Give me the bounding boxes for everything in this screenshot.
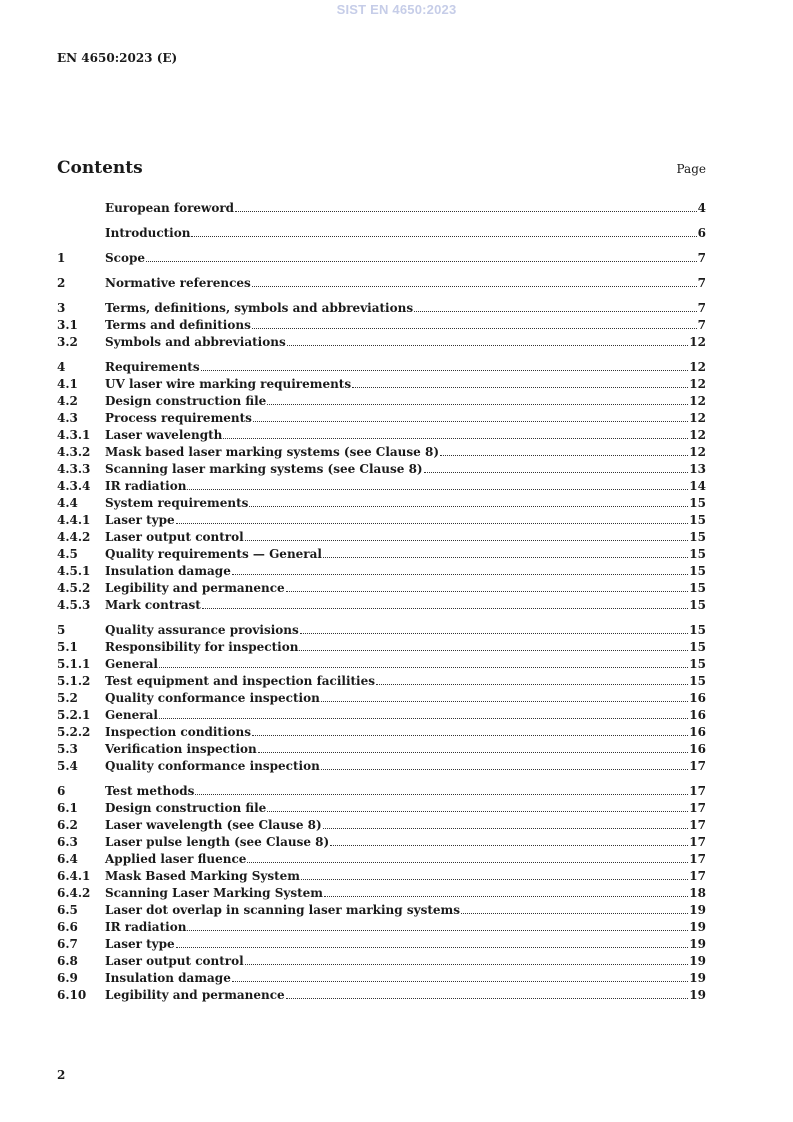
toc-entry-page: 12: [689, 445, 706, 459]
toc-dot-leader: [267, 394, 688, 405]
toc-entry-number: 1: [57, 251, 66, 265]
toc-entry-number: 4.3.1: [57, 428, 91, 442]
toc-entry-number: 4.3: [57, 411, 78, 425]
toc-entry[interactable]: [57, 410, 706, 427]
toc-entry-page: 12: [689, 428, 706, 442]
toc-dot-leader: [352, 377, 688, 388]
toc-entry-page: 15: [689, 674, 706, 688]
toc-entry-page: 13: [689, 462, 706, 476]
toc-dot-leader: [252, 276, 697, 287]
toc-entry-label: Introduction: [105, 226, 191, 240]
toc-entry-label: Mask based laser marking systems (see Clause 8): [105, 445, 439, 459]
toc-entry-page: 19: [689, 903, 706, 917]
toc-entry[interactable]: [57, 690, 706, 707]
toc-entry-number: 4.2: [57, 394, 78, 408]
toc-entry-page: 17: [689, 784, 706, 798]
toc-dot-leader: [324, 886, 688, 897]
toc-entry[interactable]: [57, 953, 706, 970]
toc-dot-leader: [187, 920, 688, 931]
toc-entry[interactable]: [57, 970, 706, 987]
toc-dot-leader: [245, 530, 689, 541]
toc-entry-page: 16: [689, 708, 706, 722]
toc-entry-page: 16: [689, 691, 706, 705]
toc-entry-label: Laser wavelength: [105, 428, 223, 442]
toc-entry-label: Test methods: [105, 784, 195, 798]
toc-entry-number: 4.5.1: [57, 564, 91, 578]
toc-dot-leader: [252, 318, 697, 329]
toc-dot-leader: [247, 852, 688, 863]
toc-entry-page: 19: [689, 920, 706, 934]
toc-entry-page: 17: [689, 818, 706, 832]
toc-entry-page: 12: [689, 394, 706, 408]
toc-entry-label: Laser output control: [105, 954, 244, 968]
toc-dot-leader: [323, 547, 688, 558]
toc-entry-number: 6.10: [57, 988, 87, 1002]
toc-entry[interactable]: [57, 885, 706, 902]
toc-entry-page: 12: [689, 411, 706, 425]
toc-entry-number: 6.9: [57, 971, 78, 985]
toc-entry-page: 17: [689, 759, 706, 773]
toc-entry-page: 19: [689, 954, 706, 968]
toc-entry[interactable]: [57, 580, 706, 597]
toc-entry[interactable]: [57, 478, 706, 495]
toc-entry-label: Symbols and abbreviations: [105, 335, 286, 349]
toc-entry-number: 3.1: [57, 318, 78, 332]
toc-entry-label: Quality conformance inspection: [105, 691, 320, 705]
toc-entry-label: Normative references: [105, 276, 251, 290]
toc-entry-label: UV laser wire marking requirements: [105, 377, 352, 391]
toc-entry-page: 12: [689, 360, 706, 374]
toc-dot-leader: [252, 725, 688, 736]
toc-entry-label: European foreword: [105, 201, 235, 215]
toc-entry-label: Requirements: [105, 360, 200, 374]
toc-entry-label: Terms, definitions, symbols and abbreviations: [105, 301, 414, 315]
toc-entry[interactable]: [57, 639, 706, 656]
toc-entry-label: Design construction file: [105, 801, 267, 815]
toc-entry-number: 5.1: [57, 640, 78, 654]
toc-entry-label: Inspection conditions: [105, 725, 252, 739]
toc-entry-number: 5.3: [57, 742, 78, 756]
toc-dot-leader: [321, 691, 688, 702]
toc-entry-page: 6: [697, 226, 706, 240]
toc-dot-leader: [245, 954, 689, 965]
toc-dot-leader: [321, 759, 688, 770]
toc-dot-leader: [201, 360, 689, 371]
toc-entry-label: Scanning Laser Marking System: [105, 886, 323, 900]
toc-entry[interactable]: [57, 902, 706, 919]
toc-entry[interactable]: [57, 200, 706, 217]
toc-entry-label: Laser type: [105, 513, 175, 527]
toc-entry-label: Laser dot overlap in scanning laser marking systems: [105, 903, 460, 917]
toc-entry-number: 4.3.3: [57, 462, 91, 476]
toc-entry-number: 6.6: [57, 920, 78, 934]
toc-entry-page: 15: [689, 598, 706, 612]
toc-entry-page: 15: [689, 513, 706, 527]
toc-entry[interactable]: [57, 673, 706, 690]
toc-entry-label: Process requirements: [105, 411, 252, 425]
toc-entry[interactable]: [57, 427, 706, 444]
toc-dot-leader: [232, 564, 688, 575]
toc-entry-page: 19: [689, 988, 706, 1002]
toc-entry-number: 3: [57, 301, 66, 315]
toc-entry-label: Design construction file: [105, 394, 267, 408]
toc-entry-label: Laser output control: [105, 530, 244, 544]
toc-entry-page: 4: [697, 201, 706, 215]
toc-dot-leader: [376, 674, 688, 685]
toc-entry[interactable]: [57, 817, 706, 834]
toc-dot-leader: [461, 903, 688, 914]
toc-entry-number: 6.4.1: [57, 869, 91, 883]
toc-entry-number: 5.1.2: [57, 674, 91, 688]
toc-entry-page: 7: [697, 251, 706, 265]
toc-dot-leader: [191, 226, 696, 237]
toc-dot-leader: [287, 335, 689, 346]
toc-entry[interactable]: [57, 376, 706, 393]
toc-entry-label: Laser type: [105, 937, 175, 951]
toc-entry-number: 5.1.1: [57, 657, 91, 671]
toc-entry-number: 5: [57, 623, 66, 637]
toc-dot-leader: [253, 411, 688, 422]
toc-entry-number: 6.5: [57, 903, 78, 917]
contents-header: [57, 158, 706, 182]
toc-dot-leader: [249, 496, 688, 507]
toc-entry[interactable]: [57, 393, 706, 410]
toc-entry-label: Quality assurance provisions: [105, 623, 299, 637]
toc-dot-leader: [146, 251, 697, 262]
toc-entry-page: 15: [689, 581, 706, 595]
toc-dot-leader: [187, 479, 688, 490]
toc-entry-label: IR radiation: [105, 479, 187, 493]
toc-entry-number: 4.5.3: [57, 598, 91, 612]
toc-entry-page: 19: [689, 937, 706, 951]
page-number: 2: [57, 1068, 66, 1082]
toc-entry[interactable]: [57, 546, 706, 563]
toc-entry-page: 7: [697, 318, 706, 332]
toc-entry[interactable]: [57, 656, 706, 673]
toc-dot-leader: [414, 301, 697, 312]
toc-entry-number: 6.3: [57, 835, 78, 849]
toc-dot-leader: [330, 835, 688, 846]
toc-entry-label: Quality requirements — General: [105, 547, 322, 561]
toc-entry-number: 6: [57, 784, 66, 798]
toc-entry-number: 4.5.2: [57, 581, 91, 595]
toc-entry-label: Mask Based Marking System: [105, 869, 300, 883]
toc-entry[interactable]: [57, 300, 706, 317]
toc-entry[interactable]: [57, 936, 706, 953]
toc-dot-leader: [235, 201, 697, 212]
toc-entry-page: 14: [689, 479, 706, 493]
toc-entry-page: 16: [689, 725, 706, 739]
toc-dot-leader: [258, 742, 689, 753]
toc-entry-label: Scanning laser marking systems (see Clause 8): [105, 462, 423, 476]
toc-entry-label: General: [105, 657, 158, 671]
toc-entry[interactable]: [57, 529, 706, 546]
toc-entry-number: 4.4: [57, 496, 78, 510]
toc-entry-number: 5.4: [57, 759, 78, 773]
toc-dot-leader: [195, 784, 688, 795]
toc-entry-number: 4.3.2: [57, 445, 91, 459]
toc-entry[interactable]: [57, 512, 706, 529]
toc-entry[interactable]: [57, 834, 706, 851]
toc-entry-number: 6.1: [57, 801, 78, 815]
toc-entry-label: Legibility and permanence: [105, 581, 285, 595]
toc-entry-number: 5.2: [57, 691, 78, 705]
toc-entry[interactable]: [57, 461, 706, 478]
toc-dot-leader: [286, 988, 689, 999]
toc-entry-page: 17: [689, 835, 706, 849]
toc-entry[interactable]: [57, 919, 706, 936]
toc-entry-page: 18: [689, 886, 706, 900]
toc-entry[interactable]: [57, 987, 706, 1004]
toc-entry-label: Insulation damage: [105, 971, 231, 985]
toc-entry-number: 4.3.4: [57, 479, 91, 493]
toc-entry-number: 5.2.2: [57, 725, 91, 739]
toc-entry-page: 15: [689, 547, 706, 561]
toc-entry-number: 5.2.1: [57, 708, 91, 722]
toc-entry[interactable]: [57, 622, 706, 639]
toc-dot-leader: [232, 971, 688, 982]
toc-entry-label: Legibility and permanence: [105, 988, 285, 1002]
toc-entry[interactable]: [57, 334, 706, 351]
toc-entry-number: 6.7: [57, 937, 78, 951]
toc-entry-number: 6.4: [57, 852, 78, 866]
toc-entry[interactable]: [57, 495, 706, 512]
page-column-label: Page: [676, 162, 706, 176]
toc-entry-number: 4.1: [57, 377, 78, 391]
toc-entry-page: 7: [697, 301, 706, 315]
toc-entry[interactable]: [57, 707, 706, 724]
toc-entry-label: Mark contrast: [105, 598, 201, 612]
toc-entry-page: 15: [689, 564, 706, 578]
toc-dot-leader: [223, 428, 688, 439]
toc-entry[interactable]: [57, 275, 706, 292]
toc-entry-label: IR radiation: [105, 920, 187, 934]
toc-entry[interactable]: [57, 724, 706, 741]
toc-entry-page: 15: [689, 496, 706, 510]
toc-entry-label: Scope: [105, 251, 146, 265]
toc-entry[interactable]: [57, 851, 706, 868]
toc-entry-page: 17: [689, 801, 706, 815]
document-reference: EN 4650:2023 (E): [57, 51, 178, 65]
toc-entry[interactable]: [57, 868, 706, 885]
toc-entry-label: Responsibility for inspection: [105, 640, 299, 654]
toc-entry-page: 12: [689, 377, 706, 391]
toc-entry-label: Laser wavelength (see Clause 8): [105, 818, 322, 832]
toc-entry-page: 15: [689, 657, 706, 671]
toc-entry-number: 6.2: [57, 818, 78, 832]
toc-dot-leader: [300, 623, 689, 634]
toc-dot-leader: [440, 445, 688, 456]
toc-entry[interactable]: [57, 741, 706, 758]
toc-entry-number: 6.8: [57, 954, 78, 968]
toc-entry-page: 7: [697, 276, 706, 290]
toc-dot-leader: [301, 869, 688, 880]
toc-entry-page: 12: [689, 335, 706, 349]
toc-dot-leader: [424, 462, 689, 473]
toc-entry-label: System requirements: [105, 496, 249, 510]
toc-entry-label: Laser pulse length (see Clause 8): [105, 835, 330, 849]
toc-entry-number: 2: [57, 276, 66, 290]
toc-entry-page: 17: [689, 869, 706, 883]
toc-entry-page: 17: [689, 852, 706, 866]
toc-entry[interactable]: [57, 758, 706, 775]
toc-entry-label: Test equipment and inspection facilities: [105, 674, 375, 688]
toc-entry-page: 15: [689, 623, 706, 637]
toc-entry-label: Verification inspection: [105, 742, 257, 756]
toc-entry-page: 19: [689, 971, 706, 985]
toc-entry-page: 16: [689, 742, 706, 756]
toc-entry[interactable]: [57, 563, 706, 580]
toc-entry-number: 4: [57, 360, 66, 374]
toc-entry-number: 4.4.2: [57, 530, 91, 544]
watermark: SIST EN 4650:2023: [336, 2, 457, 17]
toc-entry-number: 4.4.1: [57, 513, 91, 527]
toc-entry[interactable]: [57, 800, 706, 817]
toc-entry-number: 6.4.2: [57, 886, 91, 900]
toc-entry[interactable]: [57, 597, 706, 614]
toc-dot-leader: [176, 513, 689, 524]
toc-entry-label: Applied laser fluence: [105, 852, 247, 866]
toc-dot-leader: [286, 581, 689, 592]
toc-entry[interactable]: [57, 783, 706, 800]
toc-dot-leader: [323, 818, 689, 829]
toc-entry[interactable]: [57, 444, 706, 461]
toc-entry-number: 3.2: [57, 335, 78, 349]
toc-dot-leader: [159, 657, 688, 668]
toc-entry-page: 15: [689, 530, 706, 544]
toc-entry[interactable]: [57, 225, 706, 242]
toc-entry-label: Insulation damage: [105, 564, 231, 578]
table-of-contents: [57, 200, 706, 1004]
toc-entry-label: Quality conformance inspection: [105, 759, 320, 773]
toc-entry-number: 4.5: [57, 547, 78, 561]
toc-dot-leader: [202, 598, 688, 609]
toc-entry-label: Terms and definitions: [105, 318, 251, 332]
contents-title: Contents: [57, 158, 143, 178]
toc-entry-page: 15: [689, 640, 706, 654]
toc-entry[interactable]: [57, 317, 706, 334]
toc-entry-label: General: [105, 708, 158, 722]
toc-entry[interactable]: [57, 250, 706, 267]
toc-dot-leader: [299, 640, 688, 651]
toc-dot-leader: [176, 937, 689, 948]
toc-dot-leader: [267, 801, 688, 812]
toc-entry[interactable]: [57, 359, 706, 376]
toc-dot-leader: [159, 708, 688, 719]
